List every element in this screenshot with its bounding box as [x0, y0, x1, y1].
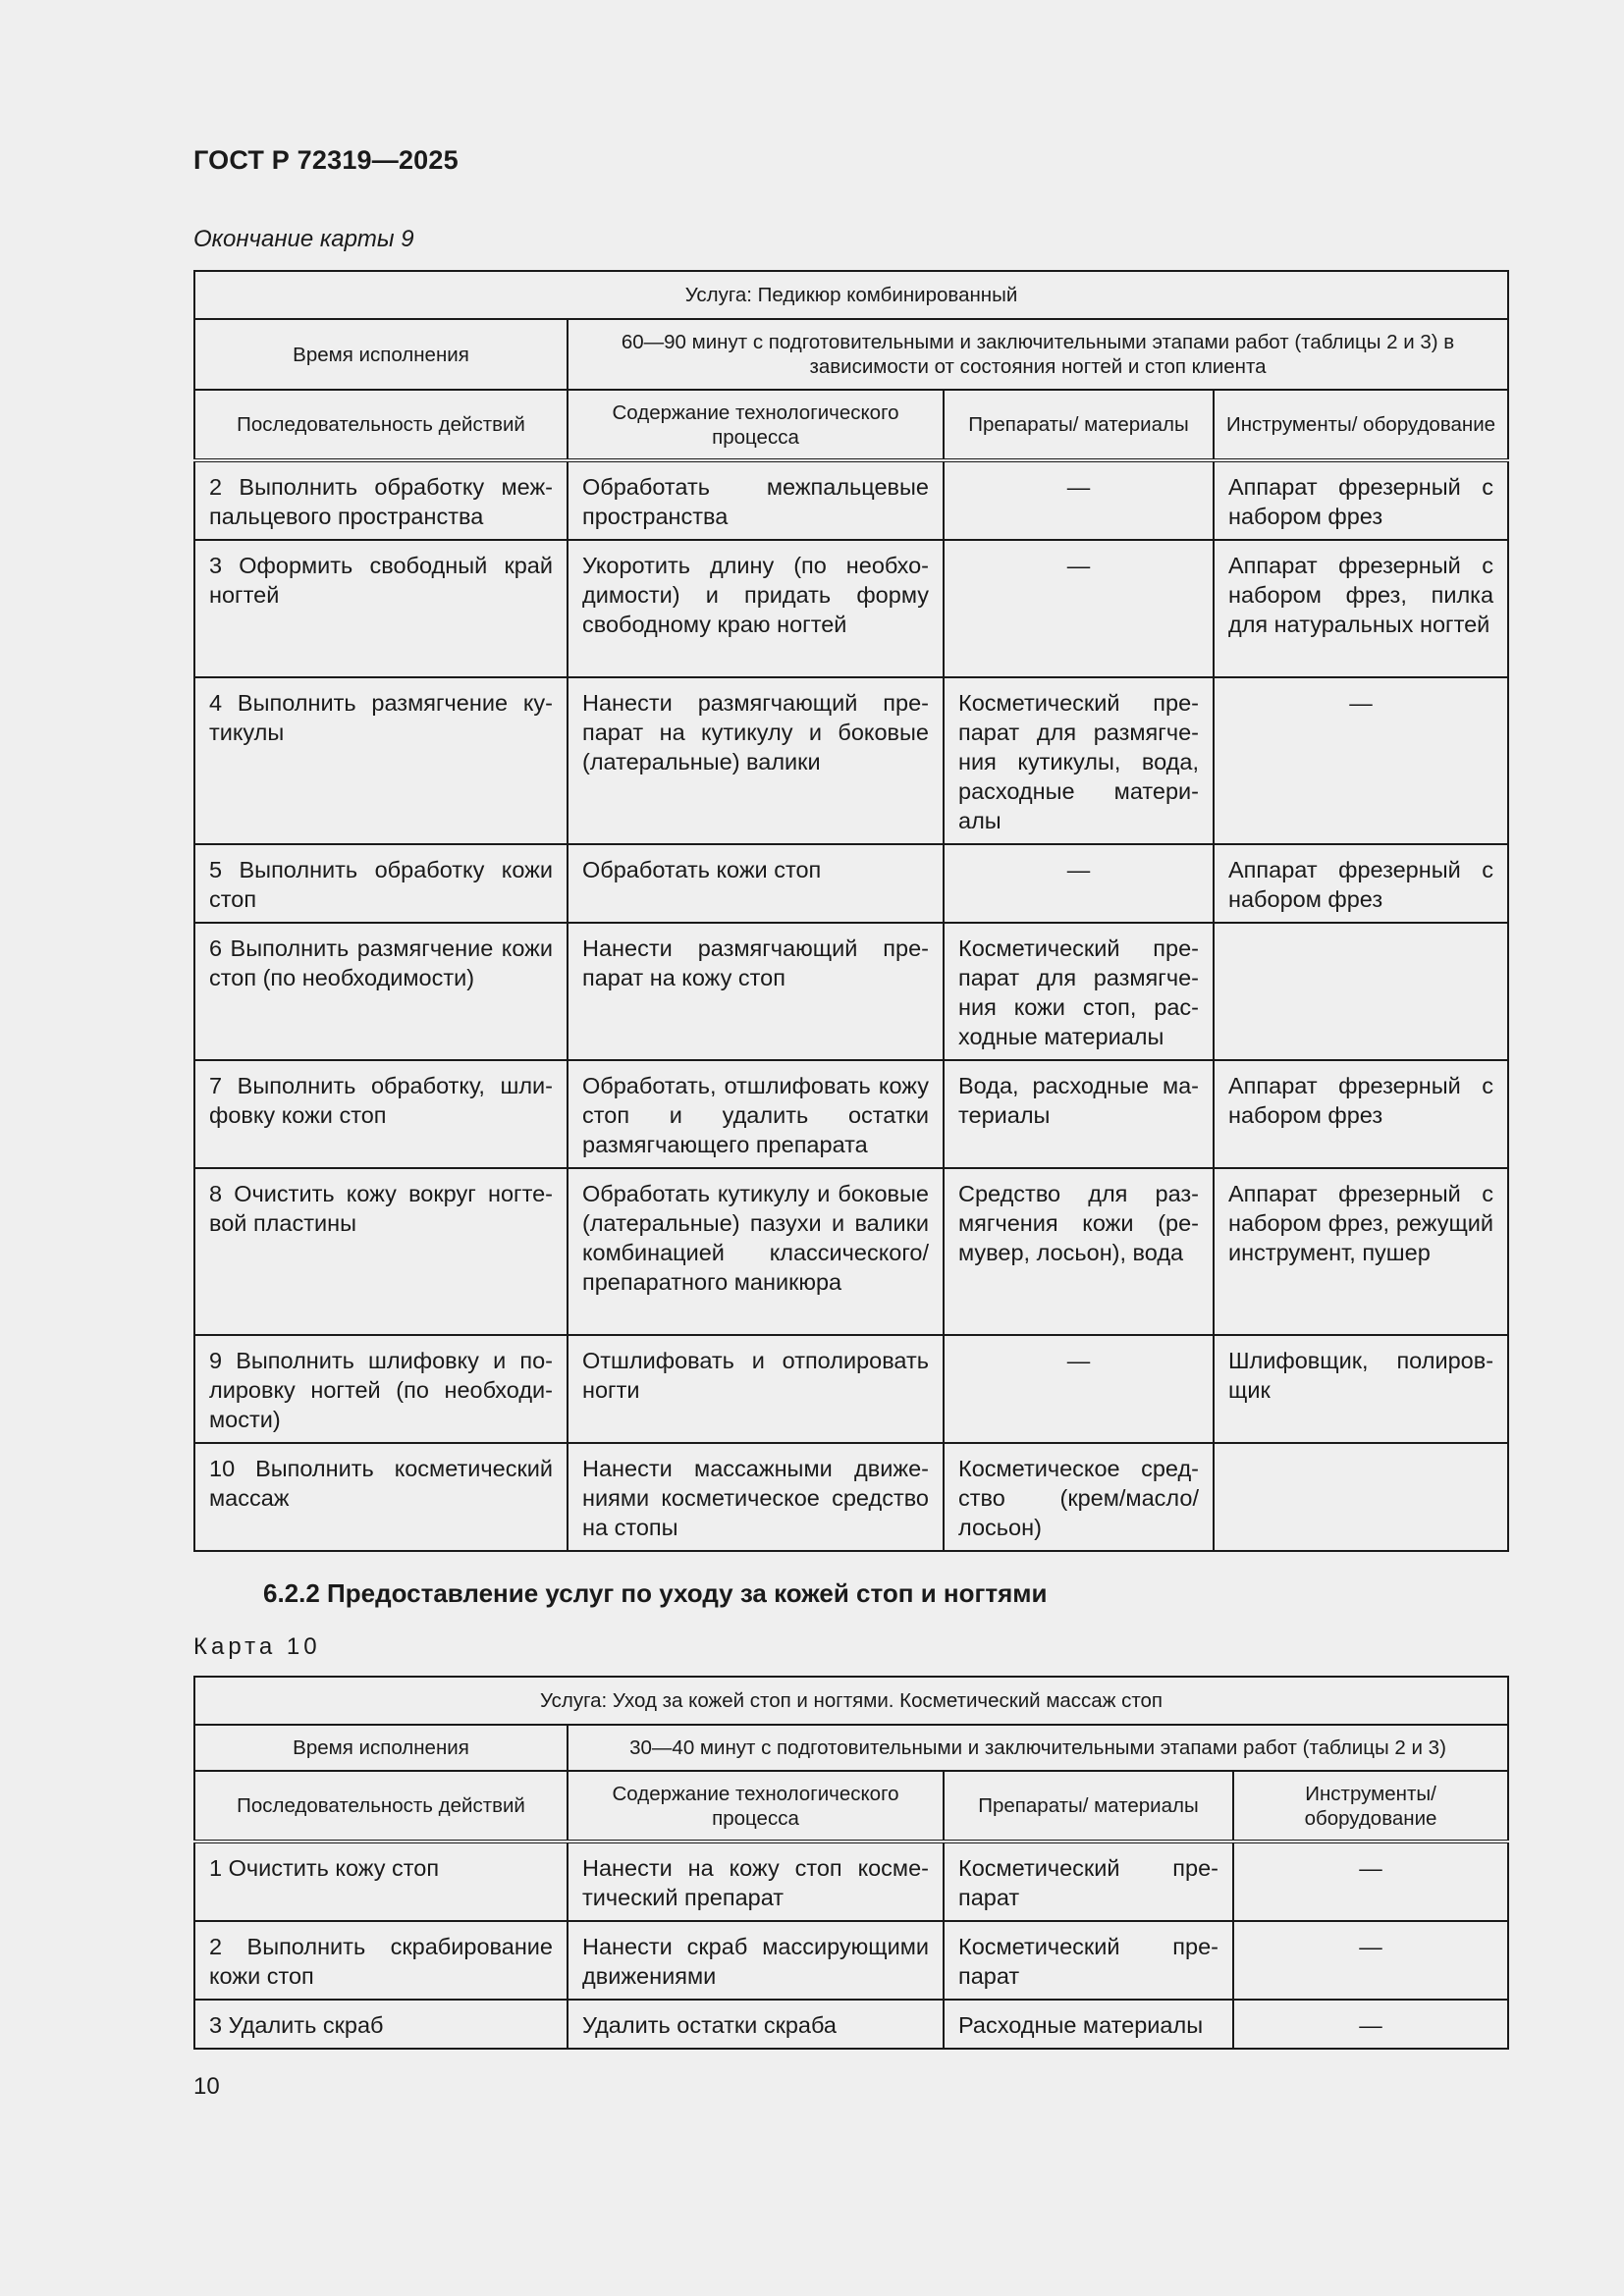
content-cell: Нанести массажными движениями косметическое средство на стопы — [568, 1443, 944, 1551]
column-header: Инструменты/ оборудование — [1233, 1771, 1508, 1842]
column-header: Последовательность действий — [194, 1771, 568, 1842]
action-cell: 5 Выполнить обработку кожи стоп — [194, 844, 568, 923]
column-header: Инструменты/ оборудование — [1214, 390, 1508, 460]
action-cell: 3 Оформить свободный край ногтей — [194, 540, 568, 677]
materials-cell: — — [944, 1335, 1214, 1443]
content-cell: Отшлифовать и отполировать ногти — [568, 1335, 944, 1443]
table-row — [194, 677, 1508, 844]
materials-cell: — — [944, 844, 1214, 923]
action-cell: 9 Выполнить шлифовку и полировку ногтей (по необходимости) — [194, 1335, 568, 1443]
card9-caption: Окончание карты 9 — [193, 226, 414, 252]
table-row — [194, 1443, 1508, 1551]
content-cell: Обработать, отшлифовать кожу стоп и удалить остатки размягчающего препарата — [568, 1060, 944, 1168]
content-cell: Удалить остатки скраба — [568, 2000, 944, 2049]
time-value: 30—40 минут с подготовительными и заключительными этапами работ (таблицы 2 и 3) — [568, 1725, 1508, 1771]
tools-cell: — — [1233, 1921, 1508, 2000]
content-cell: Укоротить длину (по необходимости) и придать форму свободному краю ногтей — [568, 540, 944, 677]
tools-cell: — — [1214, 677, 1508, 844]
card10-table — [193, 1676, 1509, 2050]
column-header: Последовательность действий — [194, 390, 568, 460]
tools-cell: — — [1233, 1842, 1508, 1921]
content-cell: Нанести размягчающий препарат на кутикулу и боковые (латеральные) валики — [568, 677, 944, 844]
tools-cell — [1214, 1443, 1508, 1551]
table-row — [194, 1335, 1508, 1443]
content-cell: Обработать межпальцевые пространства — [568, 460, 944, 540]
card10-caption: Карта 10 — [193, 1633, 321, 1660]
column-header: Препараты/ материалы — [944, 1771, 1233, 1842]
materials-cell: Косметическое средство (крем/масло/ лосьон) — [944, 1443, 1214, 1551]
table-row — [194, 1842, 1508, 1921]
materials-cell: Косметический препарат для размягчения кутикулы, вода, расходные материалы — [944, 677, 1214, 844]
time-label: Время исполнения — [194, 319, 568, 390]
table-row — [194, 1060, 1508, 1168]
materials-cell: Косметический препарат — [944, 1921, 1233, 2000]
card9-table — [193, 270, 1509, 1552]
table-row — [194, 1921, 1508, 2000]
column-header: Препараты/ материалы — [944, 390, 1214, 460]
column-header: Содержание технологического процесса — [568, 1771, 944, 1842]
page-number: 10 — [193, 2073, 220, 2100]
time-label: Время исполнения — [194, 1725, 568, 1771]
service-row — [194, 271, 1508, 319]
time-row — [194, 319, 1508, 390]
table-row — [194, 844, 1508, 923]
document-code: ГОСТ Р 72319—2025 — [193, 145, 459, 175]
action-cell: 10 Выполнить косметический массаж — [194, 1443, 568, 1551]
tools-cell: Шлифовщик, полировщик — [1214, 1335, 1508, 1443]
table-row — [194, 2000, 1508, 2049]
tools-cell: Аппарат фрезерный с набором фрез — [1214, 460, 1508, 540]
action-cell: 2 Выполнить обработку межпальцевого пространства — [194, 460, 568, 540]
time-row — [194, 1725, 1508, 1771]
content-cell: Обработать кожи стоп — [568, 844, 944, 923]
materials-cell: Средство для размягчения кожи (ремувер, лосьон), вода — [944, 1168, 1214, 1335]
materials-cell: Косметический препарат — [944, 1842, 1233, 1921]
column-header: Содержание технологического процесса — [568, 390, 944, 460]
table-row — [194, 540, 1508, 677]
table-row — [194, 460, 1508, 540]
tools-cell: Аппарат фрезерный с набором фрез, пилка для натуральных ногтей — [1214, 540, 1508, 677]
tools-cell: Аппарат фрезерный с набором фрез — [1214, 1060, 1508, 1168]
table-row — [194, 923, 1508, 1060]
materials-cell: Косметический препарат для размягчения кожи стоп, расходные материалы — [944, 923, 1214, 1060]
tools-cell: Аппарат фрезерный с набором фрез — [1214, 844, 1508, 923]
table-row — [194, 1168, 1508, 1335]
column-header-row — [194, 390, 1508, 460]
materials-cell: Вода, расходные материалы — [944, 1060, 1214, 1168]
section-heading: 6.2.2 Предоставление услуг по уходу за кожей стоп и ногтями — [263, 1578, 1048, 1608]
content-cell: Нанести размягчающий препарат на кожу стоп — [568, 923, 944, 1060]
tools-cell — [1214, 923, 1508, 1060]
service-cell: Услуга: Педикюр комбинированный — [194, 271, 1508, 319]
tools-cell: — — [1233, 2000, 1508, 2049]
service-row — [194, 1677, 1508, 1725]
tools-cell: Аппарат фрезерный с набором фрез, режущий инструмент, пушер — [1214, 1168, 1508, 1335]
action-cell: 7 Выполнить обработку, шлифовку кожи стоп — [194, 1060, 568, 1168]
action-cell: 6 Выполнить размягчение кожи стоп (по необходимости) — [194, 923, 568, 1060]
materials-cell: Расходные материалы — [944, 2000, 1233, 2049]
action-cell: 1 Очистить кожу стоп — [194, 1842, 568, 1921]
content-cell: Нанести на кожу стоп косметический препарат — [568, 1842, 944, 1921]
action-cell: 8 Очистить кожу вокруг ногтевой пластины — [194, 1168, 568, 1335]
action-cell: 3 Удалить скраб — [194, 2000, 568, 2049]
materials-cell: — — [944, 540, 1214, 677]
action-cell: 4 Выполнить размягчение кутикулы — [194, 677, 568, 844]
content-cell: Нанести скраб массирующими движениями — [568, 1921, 944, 2000]
content-cell: Обработать кутикулу и боковые (латеральные) пазухи и валики комбинацией классического/препаратного маникюра — [568, 1168, 944, 1335]
service-cell: Услуга: Уход за кожей стоп и ногтями. Косметический массаж стоп — [194, 1677, 1508, 1725]
materials-cell: — — [944, 460, 1214, 540]
action-cell: 2 Выполнить скрабирование кожи стоп — [194, 1921, 568, 2000]
column-header-row — [194, 1771, 1508, 1842]
time-value: 60—90 минут с подготовительными и заключительными этапами работ (таблицы 2 и 3) в зависимости от состояния ногтей и стоп клиента — [568, 319, 1508, 390]
